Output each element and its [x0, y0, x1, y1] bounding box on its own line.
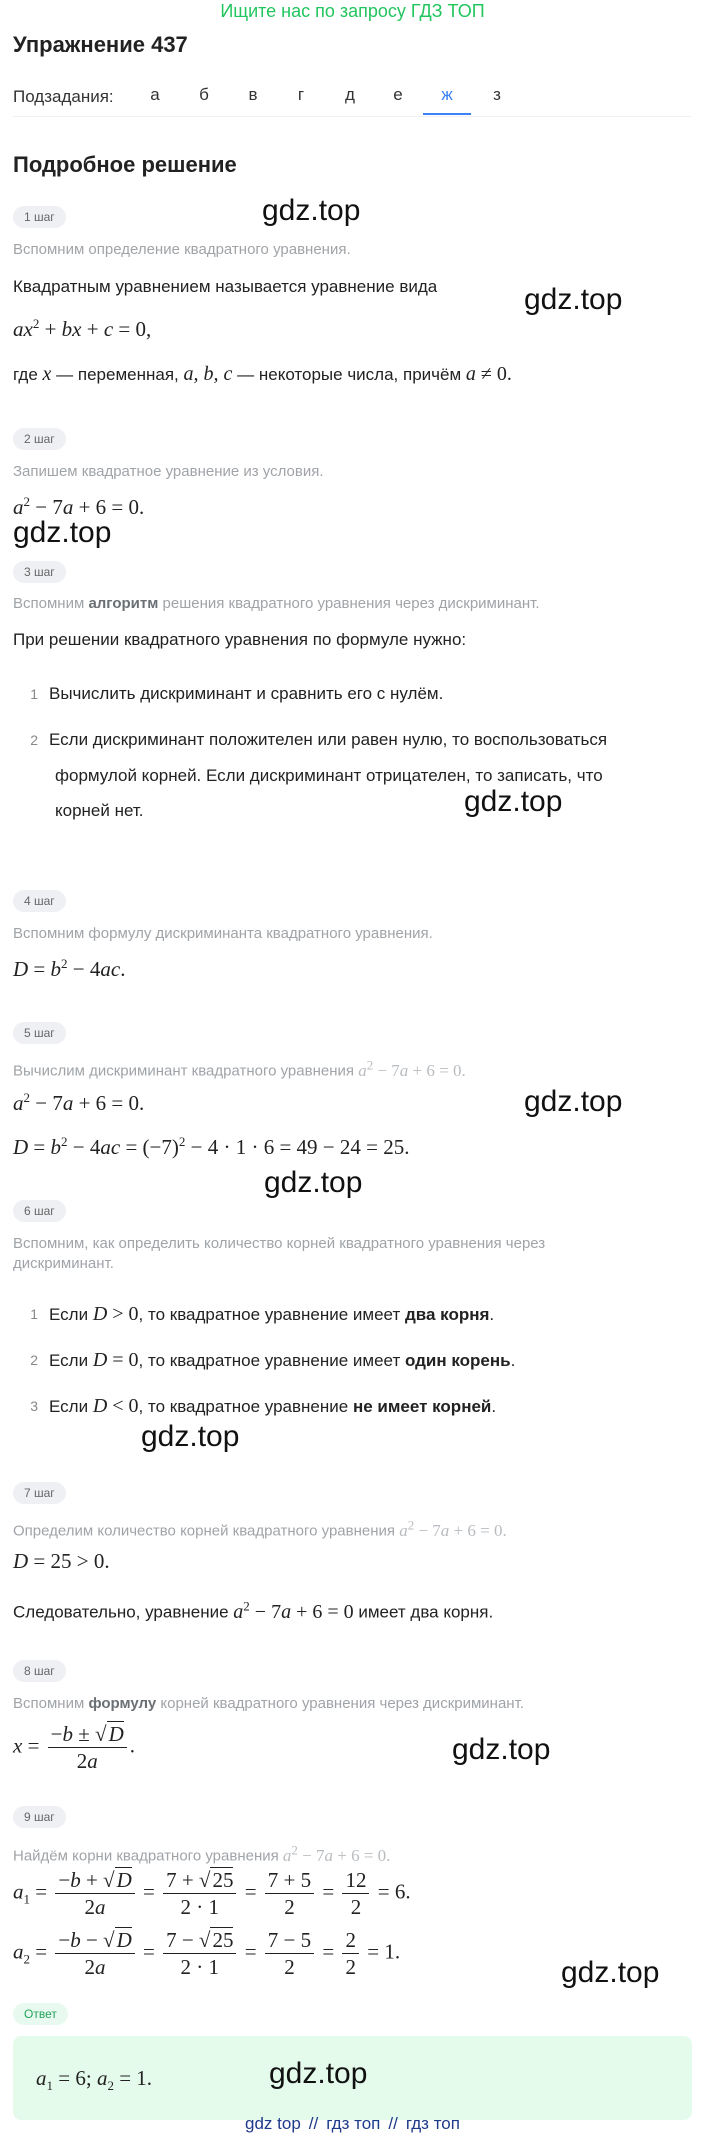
formula: x	[42, 363, 52, 385]
list-number: 1	[30, 1306, 38, 1322]
step-hint	[13, 1694, 524, 1714]
list-item: формулой корней. Если дискриминант отрицателен, то записать, что	[55, 766, 603, 785]
formula: $a^2 - 7a + 6 = 0$	[233, 1598, 354, 1623]
formula: D = 0	[92, 1349, 139, 1371]
step-text	[13, 1594, 493, 1625]
footer-links	[0, 2114, 705, 2134]
watermark: gdz.top	[452, 1733, 551, 1766]
step-hint: Запишем квадратное уравнение из условия.	[13, 463, 324, 480]
formula: D = 25 > 0.	[13, 1549, 110, 1573]
text-fragment: формулу	[88, 1695, 157, 1712]
text-fragment: .	[491, 1397, 497, 1416]
list-item: корней нет.	[55, 801, 144, 820]
tab-a[interactable]: а	[150, 85, 160, 104]
text-fragment: , то квадратное уравнение имеет	[138, 1305, 401, 1324]
formula: a ≠ 0.	[465, 363, 512, 385]
step-hint: Вспомним, как определить количество корней квадратного уравнения через	[13, 1235, 546, 1252]
subtasks-label: Подзадания:	[13, 87, 114, 106]
step-badge: 2 шаг	[13, 428, 66, 450]
step-badge: 6 шаг	[13, 1200, 66, 1222]
formula: $ax^2$ + bx + c = 0,	[13, 316, 152, 341]
text-fragment: Если	[49, 1397, 89, 1416]
text-fragment: — переменная,	[56, 365, 179, 384]
list-item	[49, 1394, 496, 1419]
watermark: gdz.top	[262, 194, 361, 227]
tab-d[interactable]: д	[345, 85, 355, 104]
step-hint	[13, 1840, 390, 1867]
formula: x = $\frac{-b \pm √D}{2a}$ .	[13, 1722, 135, 1773]
text-fragment: где	[13, 365, 38, 384]
text-fragment: решения квадратного уравнения через дискриминант.	[162, 595, 540, 612]
text-fragment: , то квадратное уравнение имеет	[138, 1351, 401, 1370]
list-item	[49, 1302, 494, 1327]
text-fragment: не имеет корней	[352, 1397, 492, 1416]
tab-g[interactable]: г	[297, 85, 305, 104]
step-badge: 9 шаг	[13, 1806, 66, 1828]
watermark: gdz.top	[141, 1420, 240, 1453]
step-hint: Вспомним формулу дискриминанта квадратного уравнения.	[13, 925, 433, 942]
formula: D > 0	[92, 1303, 139, 1325]
formula: a, b, c	[183, 363, 233, 385]
text-fragment: Определим количество корней квадратного уравнения	[13, 1522, 396, 1540]
formula: $a^2 - 7a + 6 = 0$.	[282, 1842, 391, 1865]
watermark: gdz.top	[264, 1166, 363, 1199]
text-fragment: Вспомним	[13, 595, 85, 612]
tab-v[interactable]: в	[248, 85, 258, 104]
text-fragment: Следовательно, уравнение	[13, 1602, 229, 1622]
watermark: gdz.top	[561, 1956, 660, 1989]
text-fragment: Найдём корни квадратного уравнения	[13, 1847, 279, 1865]
text-fragment: имеет два корня.	[358, 1602, 494, 1622]
step-hint	[13, 594, 540, 614]
step-text: Квадратным уравнением называется уравнение вида	[13, 277, 438, 296]
text-fragment: Вспомним	[13, 1695, 85, 1712]
formula: $a^2 - 7a + 6 = 0$.	[358, 1057, 466, 1080]
formula: $D = b^2 - 4ac = (-7)^2 - 4 \cdot 1 \cdot 6 = 49 - 24 = 25$.	[13, 1134, 410, 1159]
step-badge: 7 шаг	[13, 1482, 66, 1504]
text-fragment: алгоритм	[88, 595, 159, 612]
step-badge: 8 шаг	[13, 1660, 66, 1682]
text-fragment: .	[510, 1351, 516, 1370]
text-fragment: Если	[49, 1305, 89, 1324]
tab-b[interactable]: б	[199, 85, 209, 104]
tabs-divider	[13, 116, 691, 117]
tab-zh[interactable]: ж	[423, 85, 471, 115]
text-fragment: корней квадратного уравнения через дискриминант.	[160, 1695, 524, 1712]
step-badge: 5 шаг	[13, 1022, 66, 1044]
step-badge: 1 шаг	[13, 206, 66, 228]
tab-e[interactable]: е	[393, 85, 403, 104]
list-number: 2	[30, 1352, 38, 1368]
footer-link[interactable]: gdz top	[245, 2114, 301, 2133]
formula: $a^2 - 7a + 6 = 0$.	[13, 494, 145, 519]
section-title: Подробное решение	[13, 152, 237, 177]
answer-formula: $a_1 = 6$; $a_2 = 1$.	[36, 2066, 153, 2094]
step-badge: 3 шаг	[13, 561, 66, 583]
answer-badge: Ответ	[13, 2003, 68, 2025]
step-hint: Вспомним определение квадратного уравнения.	[13, 241, 351, 258]
text-fragment: Если	[49, 1351, 89, 1370]
text-fragment: .	[489, 1305, 495, 1324]
step-badge: 4 шаг	[13, 890, 66, 912]
list-number: 3	[30, 1398, 38, 1414]
footer-separator: //	[388, 2114, 398, 2133]
footer-link[interactable]: гдз топ	[405, 2114, 460, 2133]
watermark: gdz.top	[464, 785, 563, 818]
formula: $a_2$ = $\frac{-b - √D}{2a}$ = $\frac{7 - √25}{2 \cdot 1}$ = $\frac{7 - 5}{2}$ = $\frac{2}{2}$ = 1.	[13, 1928, 401, 1979]
list-item: Если дискриминант положителен или равен нулю, то воспользоваться	[49, 730, 608, 749]
text-fragment: один корень	[404, 1351, 511, 1370]
formula: $a^2 - 7a + 6 = 0$.	[13, 1090, 145, 1115]
formula: $a^2 - 7a + 6 = 0$.	[399, 1517, 507, 1540]
list-item	[49, 1348, 515, 1373]
list-number: 1	[30, 686, 38, 702]
formula: $D = b^2 - 4ac$.	[13, 956, 126, 981]
footer-link[interactable]: гдз топ	[326, 2114, 381, 2133]
list-item: Вычислить дискриминант и сравнить его с нулём.	[49, 684, 444, 703]
watermark: gdz.top	[269, 2057, 368, 2090]
formula: D < 0	[92, 1395, 139, 1417]
formula: $a_1$ = $\frac{-b + √D}{2a}$ = $\frac{7 + √25}{2 \cdot 1}$ = $\frac{7 + 5}{2}$ = $\frac{12}{2}$ = 6.	[13, 1868, 411, 1919]
tab-z[interactable]: з	[493, 85, 501, 104]
step-hint	[13, 1055, 466, 1082]
step-text	[13, 362, 512, 387]
step-hint: дискриминант.	[13, 1255, 114, 1272]
list-number: 2	[30, 732, 38, 748]
watermark: gdz.top	[13, 516, 112, 549]
footer-separator: //	[308, 2114, 319, 2133]
text-fragment: — некоторые числа, причём	[237, 365, 462, 384]
text-fragment: Вычислим дискриминант квадратного уравнения	[13, 1062, 355, 1080]
text-fragment: , то квадратное уравнение	[138, 1397, 349, 1416]
watermark: gdz.top	[524, 1085, 623, 1118]
page-title: Упражнение 437	[13, 32, 188, 57]
text-fragment: два корня	[404, 1305, 490, 1324]
step-text: При решении квадратного уравнения по формуле нужно:	[13, 630, 467, 649]
watermark: gdz.top	[524, 283, 623, 316]
step-hint	[13, 1515, 507, 1542]
promo-banner: Ищите нас по запросу ГДЗ ТОП	[220, 1, 485, 21]
